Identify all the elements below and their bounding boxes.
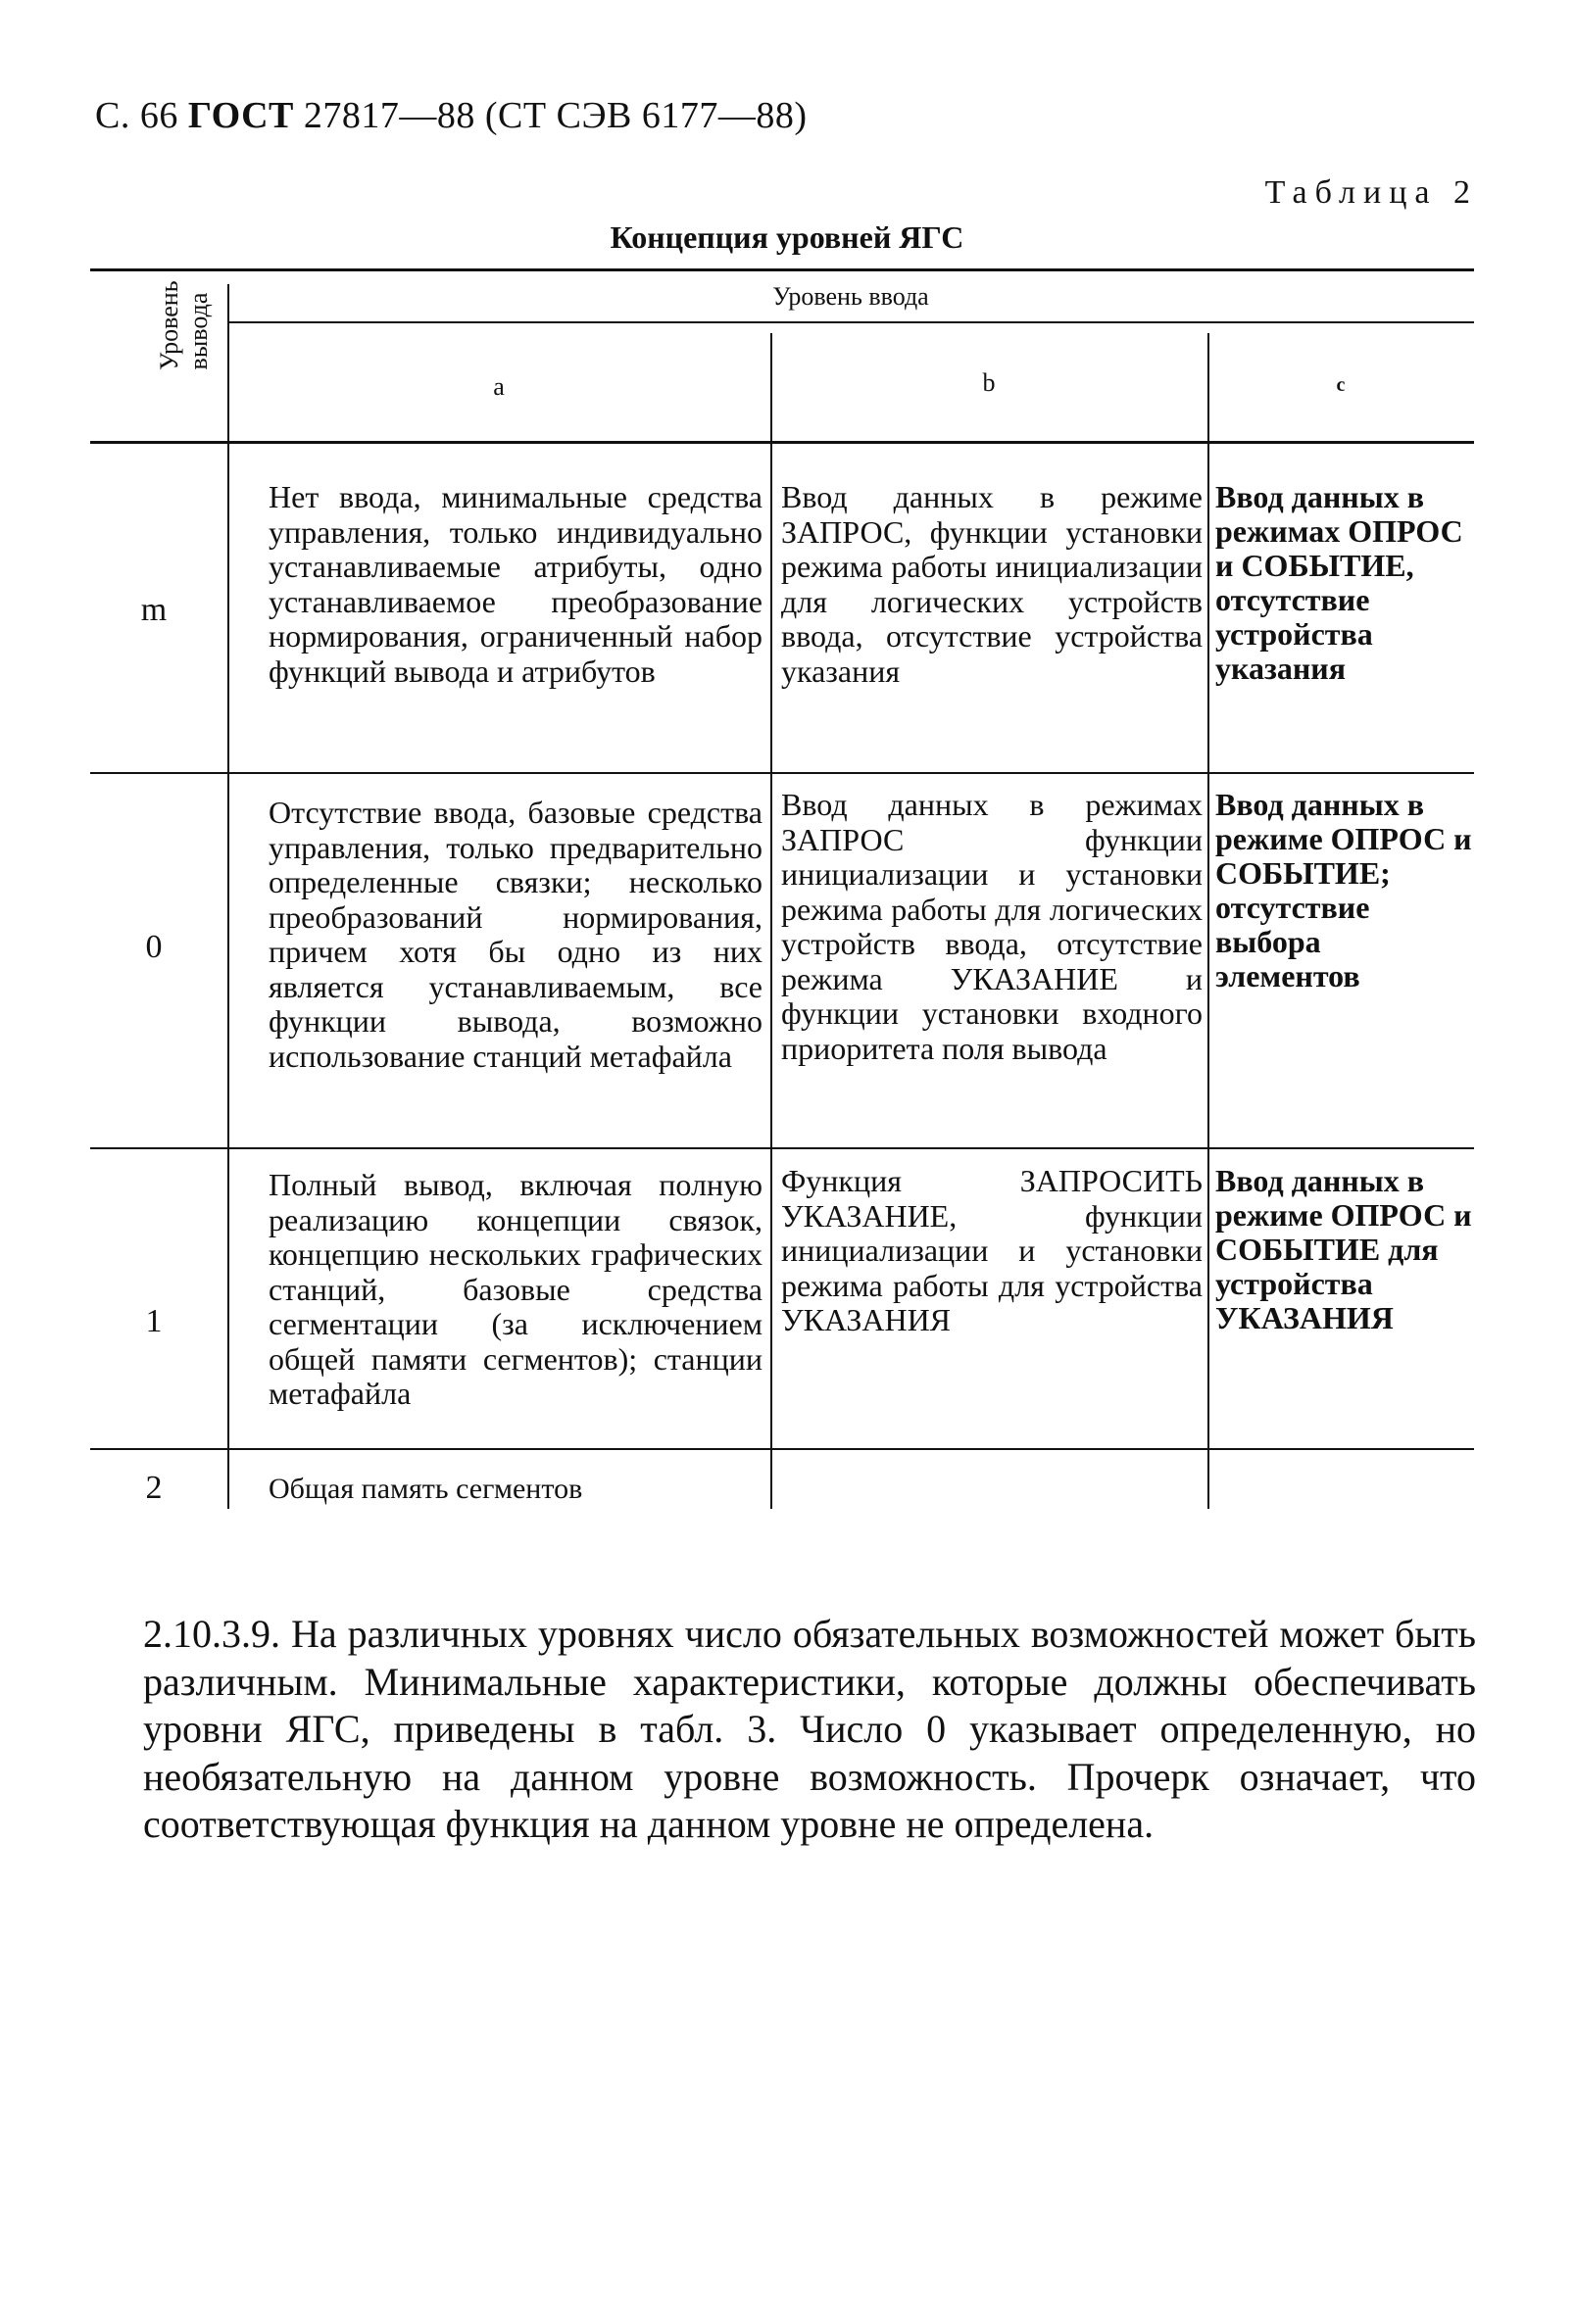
- row-level-2: 2: [145, 1470, 163, 1506]
- table-title: Концепция уровней ЯГС: [610, 219, 964, 255]
- cell-1-c: Ввод данных в режиме ОПРОС и СОБЫТИЕ для устройства УКАЗАНИЯ: [1215, 1163, 1472, 1335]
- cell-m-a: Нет ввода, минимальные средства управления, только индивидуально устанавливаемые атрибуты, одно устанавливаемое преобразование нормирования, ограниченный набор функций вывода и атрибутов: [269, 479, 762, 689]
- standard-label: ГОСТ: [187, 95, 294, 136]
- cell-0-c: Ввод данных в режиме ОПРОС и СОБЫТИЕ; отсутствие выбора элементов: [1215, 787, 1472, 993]
- row-level-1: 1: [145, 1303, 163, 1339]
- page-header: [95, 94, 808, 137]
- row-level-0: 0: [145, 929, 163, 965]
- col-rule-a: [770, 333, 772, 1509]
- page-number: С. 66: [95, 95, 178, 136]
- header-bottom-rule: [90, 441, 1474, 444]
- input-level-b: b: [982, 368, 996, 397]
- input-level-c: c: [1336, 374, 1346, 396]
- cell-m-c: Ввод данных в режимах ОПРОС и СОБЫТИЕ, отсутствие устройства указания: [1215, 479, 1463, 686]
- standard-designation: 27817—88 (СТ СЭВ 6177—88): [303, 95, 808, 136]
- cell-1-a: Полный вывод, включая полную реализацию концепции связок, концепцию нескольких графических станций, базовые средства сегментации (за исключением общей памяти сегментов); станции метафайла: [269, 1167, 762, 1411]
- row-rule-2: [90, 1147, 1474, 1149]
- table-label: Таблица 2: [1264, 174, 1478, 211]
- header-split-rule: [227, 321, 1474, 323]
- col-rule-b: [1207, 333, 1209, 1509]
- cell-0-b: Ввод данных в режимах ЗАПРОС функции инициализации и установки режима работы для логических устройств ввода, отсутствие режима УКАЗАНИЕ и функции установки входного приоритета поля вывода: [781, 787, 1203, 1066]
- cell-m-b: Ввод данных в режиме ЗАПРОС, функции установки режима работы инициализации для логических устройств ввода, отсутствие устройства указания: [781, 479, 1203, 689]
- body-paragraph: 2.10.3.9. На различных уровнях число обязательных возможностей может быть различным. Минимальные характеристики, которые должны обеспечивать уровни ЯГС, приведены в табл. 3. Число 0 указывает определенную, но необязательную на данном уровне возможность. Прочерк означает, что соответствующая функция на данном уровне не определена.: [143, 1612, 1476, 1846]
- row-rule-1: [90, 772, 1474, 774]
- cell-0-a: Отсутствие ввода, базовые средства управления, только предварительно определенные связки; несколько преобразований нормирования, причем хотя бы одно из них является устанавливаемым, все функции вывода, возможно использование станций метафайла: [269, 795, 762, 1074]
- row-rule-3: [90, 1448, 1474, 1450]
- table-top-rule: [90, 268, 1474, 271]
- cell-1-b: Функция ЗАПРОСИТЬ УКАЗАНИЕ, функции инициализации и установки режима работы для устройства УКАЗАНИЯ: [781, 1163, 1203, 1337]
- output-level-header: Уровень вывода: [155, 280, 213, 370]
- input-level-a: a: [493, 372, 505, 401]
- col-rule-output: [227, 284, 229, 1509]
- input-level-header: Уровень ввода: [772, 282, 929, 311]
- cell-2-a: Общая память сегментов: [269, 1473, 583, 1505]
- row-level-m: m: [140, 592, 168, 628]
